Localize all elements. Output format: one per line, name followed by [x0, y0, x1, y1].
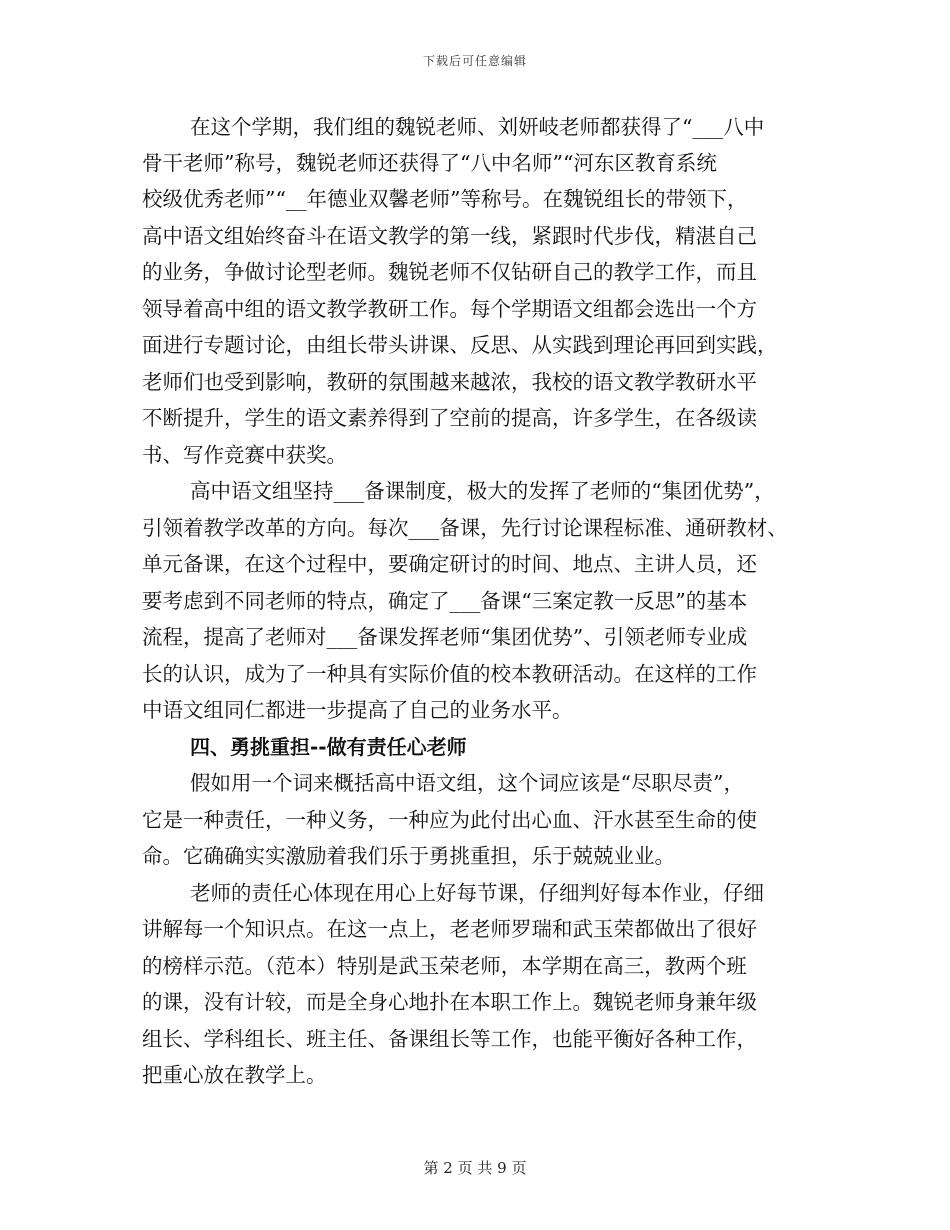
paragraph-line: 领导着高中组的语文教学教研工作。每个学期语文组都会选出一个方 — [142, 297, 757, 321]
paragraph-line: 长的认识，成为了一种具有实际价值的校本教研活动。在这样的工作 — [142, 662, 757, 686]
paragraph-line: 高中语文组始终奋斗在语文教学的第一线，紧跟时代步伐，精湛自己 — [142, 224, 757, 248]
header-note: 下载后可任意编辑 — [422, 54, 527, 68]
paragraph-line: 流程，提高了老师对___备课发挥老师“集团优势”、引领老师专业成 — [142, 625, 748, 649]
paragraph-line: 要考虑到不同老师的特点，确定了___备课“三案定教一反思”的基本 — [142, 589, 748, 613]
paragraph-line: 它是一种责任，一种义务，一种应为此付出心血、汗水甚至生命的使 — [142, 808, 757, 832]
paragraph-line: 老师们也受到影响，教研的氛围越来越浓，我校的语文教学教研水平 — [142, 370, 757, 394]
paragraph-line: 骨干老师”称号，魏锐老师还获得了“八中名师”“河东区教育系统 — [142, 151, 717, 175]
paragraph-line: 面进行专题讨论，由组长带头讲课、反思、从实践到理论再回到实践， — [142, 333, 778, 357]
section-heading: 四、勇挑重担--做有责任心老师 — [190, 735, 467, 759]
paragraph-line: 单元备课，在这个过程中，要确定研讨的时间、地点、主讲人员，还 — [142, 552, 757, 576]
paragraph-line: 书、写作竞赛中获奖。 — [142, 443, 347, 467]
paragraph-line: 假如用一个词来概括高中语文组，这个词应该是“尽职尽责”， — [190, 771, 744, 795]
paragraph-line: 校级优秀老师”“__年德业双馨老师”等称号。在魏锐组长的带领下， — [142, 187, 748, 211]
paragraph-line: 的课，没有计较，而是全身心地扑在本职工作上。魏锐老师身兼年级 — [142, 990, 757, 1014]
paragraph-line: 在这个学期，我们组的魏锐老师、刘妍岐老师都获得了“___八中 — [190, 115, 765, 139]
paragraph-line: 老师的责任心体现在用心上好每节课，仔细判好每本作业，仔细 — [190, 881, 764, 905]
paragraph-line: 的业务，争做讨论型老师。魏锐老师不仅钻研自己的教学工作，而且 — [142, 260, 757, 284]
paragraph-line: 不断提升，学生的语文素养得到了空前的提高，许多学生，在各级读 — [142, 406, 757, 430]
paragraph-line: 讲解每一个知识点。在这一点上，老老师罗瑞和武玉荣都做出了很好 — [142, 917, 757, 941]
page-number: 第 2 页 共 9 页 — [423, 1159, 527, 1177]
paragraph-line: 组长、学科组长、班主任、备课组长等工作，也能平衡好各种工作， — [142, 1027, 757, 1051]
paragraph-line: 把重心放在教学上。 — [142, 1063, 327, 1087]
paragraph-line: 命。它确确实实激励着我们乐于勇挑重担，乐于兢兢业业。 — [142, 844, 675, 868]
paragraph-line: 引领着教学改革的方向。每次___备课，先行讨论课程标准、通研教材、 — [142, 516, 788, 540]
paragraph-line: 的榜样示范。（范本）特别是武玉荣老师，本学期在高三，教两个班 — [142, 954, 747, 978]
paragraph-line: 高中语文组坚持___备课制度，极大的发挥了老师的“集团优势”， — [190, 479, 775, 503]
paragraph-line: 中语文组同仁都进一步提高了自己的业务水平。 — [142, 698, 573, 722]
